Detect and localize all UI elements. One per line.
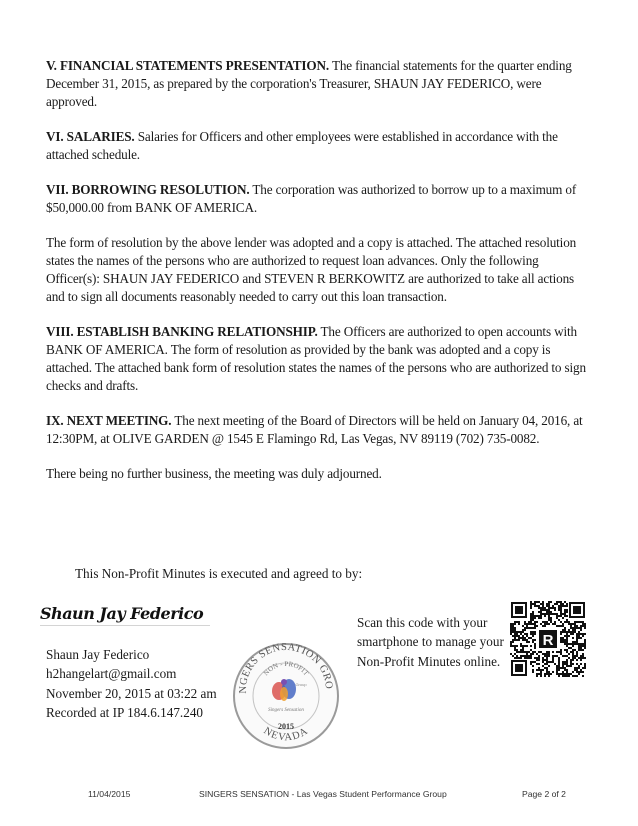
corporate-seal (230, 608, 340, 773)
seal-bottom-text: NEVADA (261, 725, 311, 744)
signer-details (46, 645, 217, 722)
section-next-meeting (46, 412, 594, 448)
loan-resolution-paragraph (46, 234, 594, 306)
section-text: Salaries for Officers and other employees were established in accordance with the attached schedule. (46, 129, 558, 162)
handwritten-signature: Shaun Jay Federico (40, 604, 204, 623)
section-text: The corporation was authorized to borrow up to a maximum of $50,000.00 from BANK OF AMERICA. (46, 182, 577, 215)
logo-caption: Singers Sensation (268, 708, 304, 713)
section-heading: VII. BORROWING RESOLUTION. (46, 182, 250, 197)
seal-year: 2015 (278, 722, 294, 731)
section-borrowing-resolution (46, 181, 594, 217)
section-heading: IX. NEXT MEETING. (46, 413, 172, 428)
section-text: The next meeting of the Board of Directors will be held on January 04, 2016, at 12:30PM, at OLIVE GARDEN @ 1545 E Flamingo Rd, Las Vegas, NV 89119 (702) 735-0082. (46, 413, 583, 446)
section-banking-relationship (46, 323, 594, 395)
section-text: The financial statements for the quarter ending December 31, 2015, as prepared by the corporation's Treasurer, SHAUN JAY FEDERICO, were approved. (46, 58, 572, 109)
section-text: There being no further business, the meeting was duly adjourned. (46, 466, 382, 481)
section-text: The Officers are authorized to open accounts with BANK OF AMERICA. The form of resolution as provided by the bank was adopted and a copy is attached. The attached bank form of resolution states the names of the persons who are authorized to sign checks and drafts. (46, 324, 586, 393)
signature-ip: Recorded at IP 184.6.147.240 (46, 704, 204, 720)
scan-instructions: Scan this code with your smartphone to manage your Non-Profit Minutes online. (357, 615, 504, 669)
execution-note: This Non-Profit Minutes is executed and agreed to by: (75, 566, 363, 581)
logo-small-text: Group (295, 682, 307, 687)
signer-name: Shaun Jay Federico (46, 647, 150, 662)
signature-line (40, 625, 210, 626)
qr-center-logo: R (542, 632, 554, 649)
adjournment-paragraph (46, 465, 594, 483)
section-heading: V. FINANCIAL STATEMENTS PRESENTATION. (46, 58, 330, 73)
section-heading: VI. SALARIES. (46, 129, 135, 144)
signature-date: November 20, 2015 at 03:22 am (46, 685, 217, 701)
signer-email: h2hangelart@gmail.com (46, 666, 177, 682)
footer-title: SINGERS SENSATION - Las Vegas Student Performance Group (199, 789, 447, 799)
seal-top-text: NGERS SENSATION GRO (237, 641, 335, 694)
footer-page-number: Page 2 of 2 (522, 789, 566, 799)
seal-inner-text: NON - PROFIT (261, 659, 311, 678)
section-salaries (46, 128, 594, 164)
qr-code[interactable] (510, 601, 586, 682)
minutes-body (46, 57, 594, 500)
section-financial-statements (46, 57, 594, 111)
footer-date: 11/04/2015 (88, 789, 131, 799)
section-text: The form of resolution by the above lender was adopted and a copy is attached. The attached resolution states the names of the persons who are authorized to request loan advances. Only the following Officer(s): SHAUN JAY FEDERICO and STEVEN R BERKOWITZ are authorized to take all actions and to sign all documents reasonably needed to carry out this loan transaction. (46, 235, 577, 304)
section-heading: VIII. ESTABLISH BANKING RELATIONSHIP. (46, 324, 318, 339)
